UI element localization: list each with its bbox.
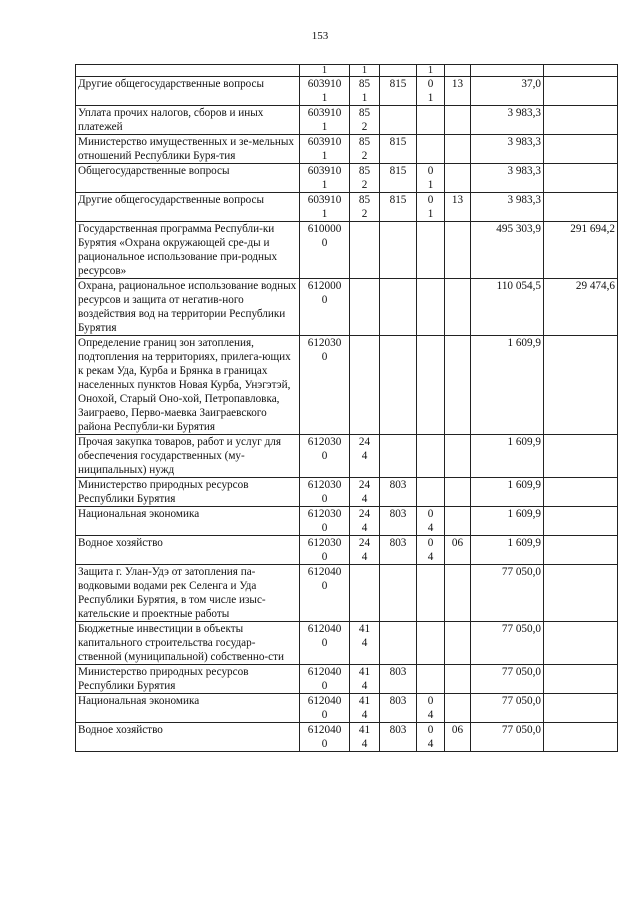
administrator-code-cell: 815 xyxy=(380,164,417,193)
target-article-cell: 603910 1 xyxy=(300,193,350,222)
section-cell xyxy=(417,478,445,507)
target-article-cell: 612030 0 xyxy=(300,507,350,536)
expense-type-cell xyxy=(350,222,380,279)
table-row xyxy=(76,507,618,536)
amount-federal-cell xyxy=(544,77,618,106)
section-cell: 0 4 xyxy=(417,507,445,536)
item-name-cell: Водное хозяйство xyxy=(76,723,300,752)
target-article-cell: 612040 0 xyxy=(300,622,350,665)
subsection-cell xyxy=(445,164,471,193)
target-article-cell: 610000 0 xyxy=(300,222,350,279)
section-cell xyxy=(417,435,445,478)
expense-type-cell: 85 2 xyxy=(350,164,380,193)
subsection-cell xyxy=(445,135,471,164)
item-name-cell: Министерство природных ресурсов Республики Бурятия xyxy=(76,665,300,694)
item-name-cell: Национальная экономика xyxy=(76,507,300,536)
section-cell xyxy=(417,106,445,135)
table-body xyxy=(76,65,618,752)
amount-federal-cell xyxy=(544,723,618,752)
amount-federal-cell xyxy=(544,336,618,435)
amount-federal-cell: 29 474,6 xyxy=(544,279,618,336)
target-article-cell: 612040 0 xyxy=(300,565,350,622)
amount-cell: 77 050,0 xyxy=(471,622,544,665)
table-row xyxy=(76,565,618,622)
expense-type-cell: 24 4 xyxy=(350,478,380,507)
table-row xyxy=(76,222,618,279)
section-cell: 0 4 xyxy=(417,694,445,723)
amount-federal-cell xyxy=(544,622,618,665)
expense-type-cell: 24 4 xyxy=(350,536,380,565)
table-row xyxy=(76,336,618,435)
administrator-code-cell xyxy=(380,336,417,435)
section-cell xyxy=(417,665,445,694)
item-name-cell: Бюджетные инвестиции в объекты капитального строительства государ-ственной (муниципальной) собственно-сти xyxy=(76,622,300,665)
amount-federal-cell xyxy=(544,135,618,164)
item-name-cell: Защита г. Улан-Удэ от затопления па-водковыми водами рек Селенга и Уда Республики Бурятия, в том числе изыс-кательские и проектные работы xyxy=(76,565,300,622)
administrator-code-cell: 815 xyxy=(380,193,417,222)
section-cell xyxy=(417,222,445,279)
item-name-cell: Национальная экономика xyxy=(76,694,300,723)
expense-type-cell xyxy=(350,336,380,435)
header-cell: 1 xyxy=(300,65,350,77)
administrator-code-cell xyxy=(380,622,417,665)
target-article-cell: 612030 0 xyxy=(300,336,350,435)
item-name-cell: Министерство природных ресурсов Республики Бурятия xyxy=(76,478,300,507)
amount-cell: 495 303,9 xyxy=(471,222,544,279)
subsection-cell xyxy=(445,565,471,622)
table-row xyxy=(76,665,618,694)
subsection-cell xyxy=(445,435,471,478)
amount-cell: 1 609,9 xyxy=(471,536,544,565)
target-article-cell: 603910 1 xyxy=(300,77,350,106)
item-name-cell: Другие общегосударственные вопросы xyxy=(76,77,300,106)
subsection-cell xyxy=(445,694,471,723)
target-article-cell: 612000 0 xyxy=(300,279,350,336)
amount-federal-cell xyxy=(544,478,618,507)
subsection-cell xyxy=(445,222,471,279)
target-article-cell: 603910 1 xyxy=(300,135,350,164)
table-row xyxy=(76,435,618,478)
subsection-cell: 13 xyxy=(445,77,471,106)
header-cell: 1 xyxy=(350,65,380,77)
amount-federal-cell xyxy=(544,565,618,622)
section-cell xyxy=(417,279,445,336)
subsection-cell: 13 xyxy=(445,193,471,222)
table-row xyxy=(76,694,618,723)
header-cell xyxy=(445,65,471,77)
item-name-cell: Прочая закупка товаров, работ и услуг для обеспечения государственных (му-ниципальных) нужд xyxy=(76,435,300,478)
item-name-cell: Другие общегосударственные вопросы xyxy=(76,193,300,222)
header-cell xyxy=(76,65,300,77)
subsection-cell xyxy=(445,665,471,694)
target-article-cell: 612030 0 xyxy=(300,478,350,507)
table-row xyxy=(76,164,618,193)
table-row xyxy=(76,135,618,164)
section-cell: 0 4 xyxy=(417,536,445,565)
subsection-cell xyxy=(445,507,471,536)
section-cell: 0 1 xyxy=(417,164,445,193)
table-row xyxy=(76,193,618,222)
amount-cell: 77 050,0 xyxy=(471,723,544,752)
table-row xyxy=(76,723,618,752)
section-cell xyxy=(417,135,445,164)
section-cell: 0 4 xyxy=(417,723,445,752)
amount-cell: 3 983,3 xyxy=(471,164,544,193)
amount-federal-cell xyxy=(544,536,618,565)
administrator-code-cell xyxy=(380,106,417,135)
amount-federal-cell xyxy=(544,164,618,193)
expense-type-cell: 41 4 xyxy=(350,622,380,665)
expense-type-cell: 85 2 xyxy=(350,193,380,222)
item-name-cell: Охрана, рациональное использование водных ресурсов и защита от негатив-ного воздействия вод на территории Республики Бурятия xyxy=(76,279,300,336)
subsection-cell xyxy=(445,478,471,507)
expense-type-cell: 41 4 xyxy=(350,694,380,723)
subsection-cell xyxy=(445,279,471,336)
item-name-cell: Уплата прочих налогов, сборов и иных платежей xyxy=(76,106,300,135)
header-cell xyxy=(380,65,417,77)
target-article-cell: 612040 0 xyxy=(300,723,350,752)
table-row xyxy=(76,536,618,565)
administrator-code-cell xyxy=(380,565,417,622)
administrator-code-cell xyxy=(380,222,417,279)
administrator-code-cell: 815 xyxy=(380,77,417,106)
expense-type-cell xyxy=(350,565,380,622)
amount-federal-cell xyxy=(544,106,618,135)
subsection-cell xyxy=(445,106,471,135)
continuation-header-row xyxy=(76,65,618,77)
amount-federal-cell xyxy=(544,435,618,478)
subsection-cell xyxy=(445,336,471,435)
amount-cell: 3 983,3 xyxy=(471,135,544,164)
table-row xyxy=(76,279,618,336)
expense-type-cell: 85 2 xyxy=(350,106,380,135)
amount-cell: 110 054,5 xyxy=(471,279,544,336)
administrator-code-cell: 803 xyxy=(380,507,417,536)
expense-type-cell: 41 4 xyxy=(350,665,380,694)
header-cell xyxy=(544,65,618,77)
amount-federal-cell: 291 694,2 xyxy=(544,222,618,279)
amount-cell: 77 050,0 xyxy=(471,565,544,622)
section-cell xyxy=(417,565,445,622)
amount-cell: 77 050,0 xyxy=(471,694,544,723)
item-name-cell: Определение границ зон затопления, подтопления на территориях, прилега-ющих к рекам Уда, Курба и Брянка в границах населенных пунктов Новая Курба, Унэгэтэй, Онохой, Старый Оно-хой, Петропавловка, Заиграево, Перво-маевка Заиграевского района Республи-ки Бурятия xyxy=(76,336,300,435)
section-cell: 0 1 xyxy=(417,193,445,222)
amount-cell: 1 609,9 xyxy=(471,507,544,536)
target-article-cell: 612030 0 xyxy=(300,536,350,565)
amount-federal-cell xyxy=(544,507,618,536)
amount-federal-cell xyxy=(544,694,618,723)
table-row xyxy=(76,622,618,665)
section-cell: 0 1 xyxy=(417,77,445,106)
subsection-cell: 06 xyxy=(445,536,471,565)
header-cell: 1 xyxy=(417,65,445,77)
subsection-cell: 06 xyxy=(445,723,471,752)
expense-type-cell: 24 4 xyxy=(350,435,380,478)
budget-table xyxy=(75,64,618,752)
expense-type-cell xyxy=(350,279,380,336)
section-cell xyxy=(417,622,445,665)
amount-cell: 3 983,3 xyxy=(471,193,544,222)
amount-cell: 1 609,9 xyxy=(471,435,544,478)
administrator-code-cell xyxy=(380,279,417,336)
page-number: 153 xyxy=(311,30,329,42)
administrator-code-cell: 815 xyxy=(380,135,417,164)
target-article-cell: 612030 0 xyxy=(300,435,350,478)
administrator-code-cell: 803 xyxy=(380,536,417,565)
item-name-cell: Государственная программа Республи-ки Бурятия «Охрана окружающей сре-ды и рациональное использование при-родных ресурсов» xyxy=(76,222,300,279)
amount-federal-cell xyxy=(544,665,618,694)
amount-cell: 1 609,9 xyxy=(471,336,544,435)
amount-cell: 37,0 xyxy=(471,77,544,106)
table-row xyxy=(76,106,618,135)
amount-cell: 3 983,3 xyxy=(471,106,544,135)
administrator-code-cell xyxy=(380,435,417,478)
administrator-code-cell: 803 xyxy=(380,478,417,507)
expense-type-cell: 24 4 xyxy=(350,507,380,536)
header-cell xyxy=(471,65,544,77)
administrator-code-cell: 803 xyxy=(380,723,417,752)
target-article-cell: 603910 1 xyxy=(300,164,350,193)
table-row xyxy=(76,478,618,507)
amount-cell: 77 050,0 xyxy=(471,665,544,694)
subsection-cell xyxy=(445,622,471,665)
item-name-cell: Общегосударственные вопросы xyxy=(76,164,300,193)
administrator-code-cell: 803 xyxy=(380,694,417,723)
expense-type-cell: 41 4 xyxy=(350,723,380,752)
expense-type-cell: 85 2 xyxy=(350,135,380,164)
expense-type-cell: 85 1 xyxy=(350,77,380,106)
table-row xyxy=(76,77,618,106)
target-article-cell: 612040 0 xyxy=(300,694,350,723)
target-article-cell: 612040 0 xyxy=(300,665,350,694)
section-cell xyxy=(417,336,445,435)
item-name-cell: Министерство имущественных и зе-мельных отношений Республики Буря-тия xyxy=(76,135,300,164)
administrator-code-cell: 803 xyxy=(380,665,417,694)
item-name-cell: Водное хозяйство xyxy=(76,536,300,565)
amount-cell: 1 609,9 xyxy=(471,478,544,507)
amount-federal-cell xyxy=(544,193,618,222)
target-article-cell: 603910 1 xyxy=(300,106,350,135)
